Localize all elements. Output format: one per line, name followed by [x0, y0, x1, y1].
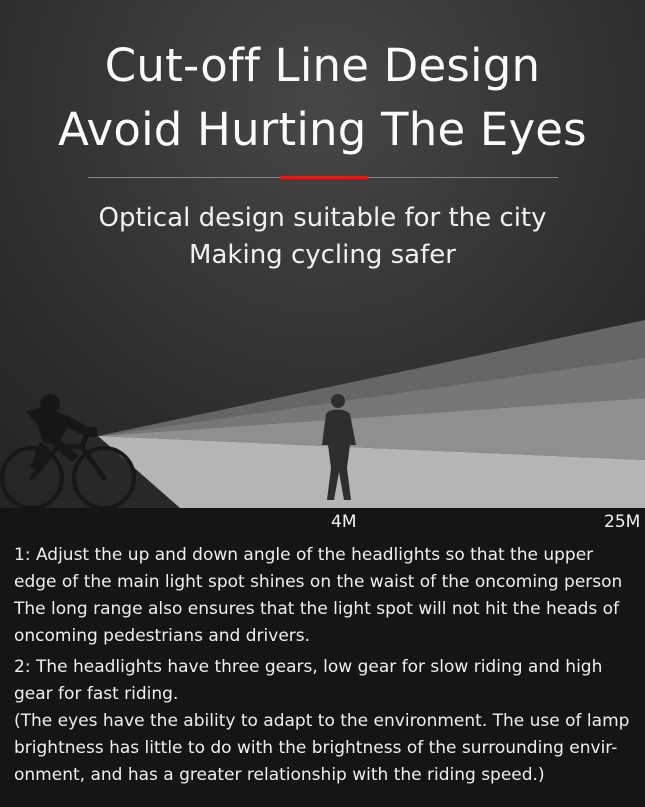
upper-light-beam [98, 320, 645, 460]
description-point-1-line-2: edge of the main light spot shines on the waist of the oncoming person [14, 572, 623, 592]
cyclist-torso [27, 408, 88, 444]
description-point-2-line-4: brightness has little to do with the brightness of the surrounding envir- [14, 738, 618, 758]
subtitle-line-2: Making cycling safer [189, 240, 456, 270]
subtitle-line-1: Optical design suitable for the city [98, 203, 547, 233]
title-divider-accent [280, 176, 368, 179]
description-point-2-line-2: gear for fast riding. [14, 684, 179, 704]
description-point-1-line-4: oncoming pedestrians and drivers. [14, 626, 311, 646]
main-title-line-2: Avoid Hurting The Eyes [58, 103, 587, 156]
pedestrian-head [331, 394, 345, 408]
description-point-2-line-5: onment, and has a greater relationship with the riding speed.) [14, 765, 545, 785]
headlight-beam-illustration [0, 300, 645, 508]
distance-4m-label: 4M [331, 512, 357, 532]
description-point-1-line-3: The long range also ensures that the light spot will not hit the heads of [14, 599, 620, 619]
main-title-line-1: Cut-off Line Design [104, 39, 541, 92]
headlight-icon [87, 427, 97, 437]
cyclist-legs [30, 439, 79, 471]
description-point-2-line-1: 2: The headlights have three gears, low gear for slow riding and high [14, 657, 603, 677]
description-point-1-line-1: 1: Adjust the up and down angle of the headlights so that the upper [14, 545, 594, 565]
feature-description [14, 542, 639, 789]
distance-25m-label: 25M [604, 512, 641, 532]
description-point-2-line-3: (The eyes have the ability to adapt to the environment. The use of lamp [14, 711, 630, 731]
cyclist-silhouette [2, 394, 134, 508]
